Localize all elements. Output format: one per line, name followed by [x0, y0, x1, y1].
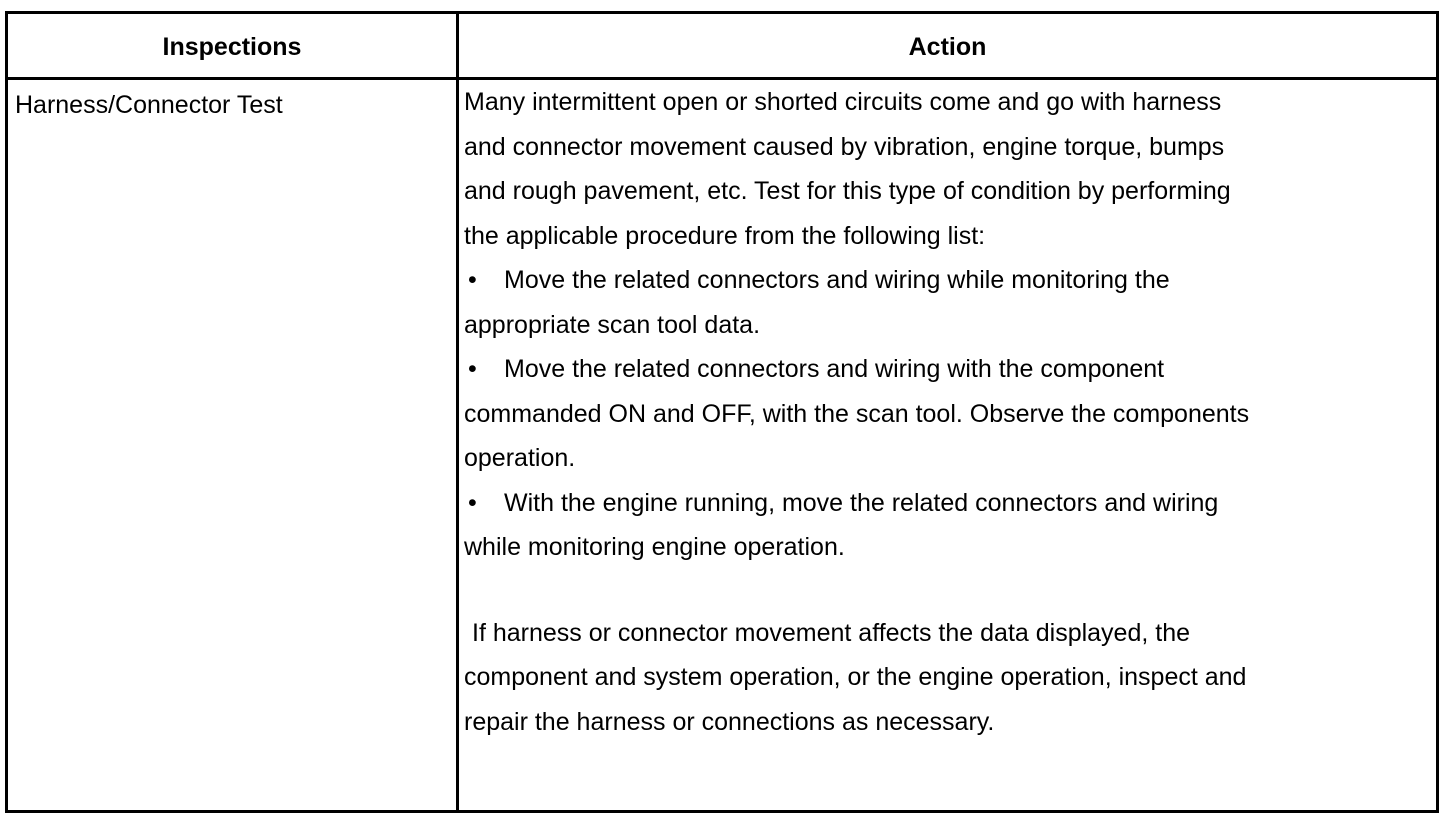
action-intro-line: and rough pavement, etc. Test for this type of condition by performing — [464, 177, 1231, 205]
header-inspections: Inspections — [162, 33, 302, 61]
bullet-glyph: • — [468, 266, 477, 294]
bullet-text: Move the related connectors and wiring with the component — [504, 355, 1165, 383]
bullet-item — [464, 481, 1364, 526]
cell-action-text — [464, 80, 1364, 744]
note-line: component and system operation, or the engine operation, inspect and — [464, 663, 1247, 691]
bullet-text: Move the related connectors and wiring while monitoring the — [504, 266, 1170, 294]
action-intro-line: and connector movement caused by vibration, engine torque, bumps — [464, 132, 1225, 161]
paragraph-spacer — [464, 570, 1364, 611]
bullet-continuation: appropriate scan tool data. — [464, 310, 761, 339]
action-intro-line: Many intermittent open or shorted circuits come and go with harness — [464, 88, 1222, 116]
bullet-continuation: commanded ON and OFF, with the scan tool. Observe the components — [464, 399, 1250, 428]
table-header-row — [8, 14, 1436, 80]
cell-inspection-name: Harness/Connector Test — [15, 91, 283, 119]
bullet-continuation: operation. — [464, 444, 576, 472]
bullet-item — [464, 347, 1364, 392]
note-line: repair the harness or connections as necessary. — [464, 707, 995, 736]
action-intro-line: the applicable procedure from the following list: — [464, 221, 986, 250]
bullet-item — [464, 258, 1364, 303]
note-line: If harness or connector movement affects the data displayed, the — [472, 618, 1191, 647]
bullet-glyph: • — [468, 355, 477, 383]
bullet-text: With the engine running, move the related connectors and wiring — [504, 488, 1219, 517]
header-action: Action — [908, 33, 987, 61]
bullet-glyph: • — [468, 488, 477, 517]
column-divider — [456, 14, 459, 810]
bullet-continuation: while monitoring engine operation. — [464, 533, 845, 561]
